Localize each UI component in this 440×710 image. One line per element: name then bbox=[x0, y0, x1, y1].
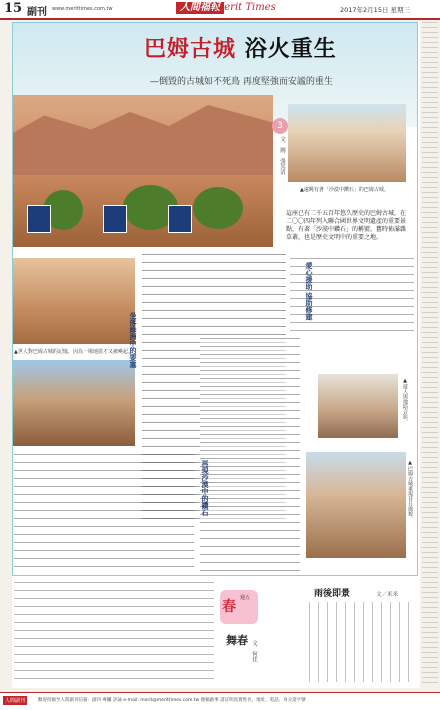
bottom-column-text bbox=[14, 580, 214, 684]
unesco-sign-icon bbox=[103, 205, 127, 233]
unesco-sign-icon bbox=[27, 205, 51, 233]
article-body-middle bbox=[200, 336, 300, 572]
unesco-sign-icon bbox=[168, 205, 192, 233]
byline: 文．圖．張其清 bbox=[279, 136, 285, 175]
caption-right-1: ▲遊人與地陪合影。 bbox=[402, 378, 408, 424]
photo-ruins bbox=[13, 258, 135, 344]
photo-domes bbox=[13, 360, 135, 446]
caption-mid-left: ▲世人對巴姆古城的記憶，因為一場地震才又被喚起。 bbox=[14, 349, 133, 355]
footer bbox=[0, 692, 440, 710]
brand-english: Merit Times bbox=[214, 2, 276, 13]
after-rain-box bbox=[300, 582, 418, 686]
article-body-lower bbox=[14, 452, 194, 572]
column-title: 舞春 bbox=[226, 634, 248, 647]
brand-logo: 人間福報 bbox=[176, 2, 224, 14]
column-logo-glyph: 春 bbox=[222, 599, 236, 615]
intro-paragraph: 這座已有二千五百年悠久歷史的巴姆古城，在二〇〇四年列入聯合國世界文明遺產的重要景點，有著「沙漠中鑽石」的稱號。舊時佈滿雜草叢，也是歷史文明中的重要之地。 bbox=[286, 210, 407, 241]
masthead bbox=[0, 0, 440, 20]
after-rain-title: 雨後即景 bbox=[314, 589, 351, 599]
series-badge: 3 bbox=[272, 118, 288, 134]
column-logo bbox=[220, 590, 258, 624]
adjacent-page-strip bbox=[422, 22, 438, 686]
title-black: 浴火重生 bbox=[244, 37, 337, 62]
article-subtitle: —倒毀的古城如不死鳥 再度堅強而安謐的重生 bbox=[150, 77, 333, 87]
subhead-fortress: 坐落綠洲中的要塞 bbox=[129, 312, 137, 368]
section-name: 副刊 bbox=[27, 7, 47, 18]
site-url[interactable]: www.merittimes.com.tw bbox=[52, 6, 113, 12]
column-author: 文．何佳 bbox=[251, 640, 257, 662]
castle-wall bbox=[13, 105, 273, 175]
caption-right-2: ▲巴姆古城重現昔日風貌。 bbox=[407, 460, 413, 521]
photo-restored-city bbox=[306, 452, 406, 558]
photo-visitors bbox=[318, 374, 398, 438]
tree bbox=[193, 187, 243, 229]
page-number: 15 bbox=[4, 1, 23, 16]
footer-links[interactable]: 歡迎投稿至人間副刊信箱：副刊 專欄 評論 e-mail: merit@merittimes.com.tw 徵稿啟事 請註明真實姓名、地址、電話、身分證字號 bbox=[38, 698, 306, 703]
subhead-diamond: 再現沙漠中的鑽石 bbox=[201, 460, 209, 516]
article-title bbox=[144, 32, 337, 63]
footer-tag: 人間副刊 bbox=[5, 698, 26, 704]
after-rain-author: 文／米米 bbox=[376, 592, 399, 598]
subhead-aid: 愛心援助 協助修建 bbox=[305, 262, 313, 321]
title-red: 巴姆古城 bbox=[144, 37, 237, 62]
hero-photo-castle bbox=[13, 95, 273, 247]
photo-distant-castle bbox=[288, 104, 406, 182]
column-logo-sub: 週五 bbox=[240, 595, 251, 601]
after-rain-text bbox=[306, 602, 414, 682]
caption-top-right: ▲遠眺有著「沙漠中鑽石」的巴姆古城。 bbox=[300, 187, 389, 193]
issue-date: 2017年2月15日 星期三 bbox=[340, 6, 411, 14]
